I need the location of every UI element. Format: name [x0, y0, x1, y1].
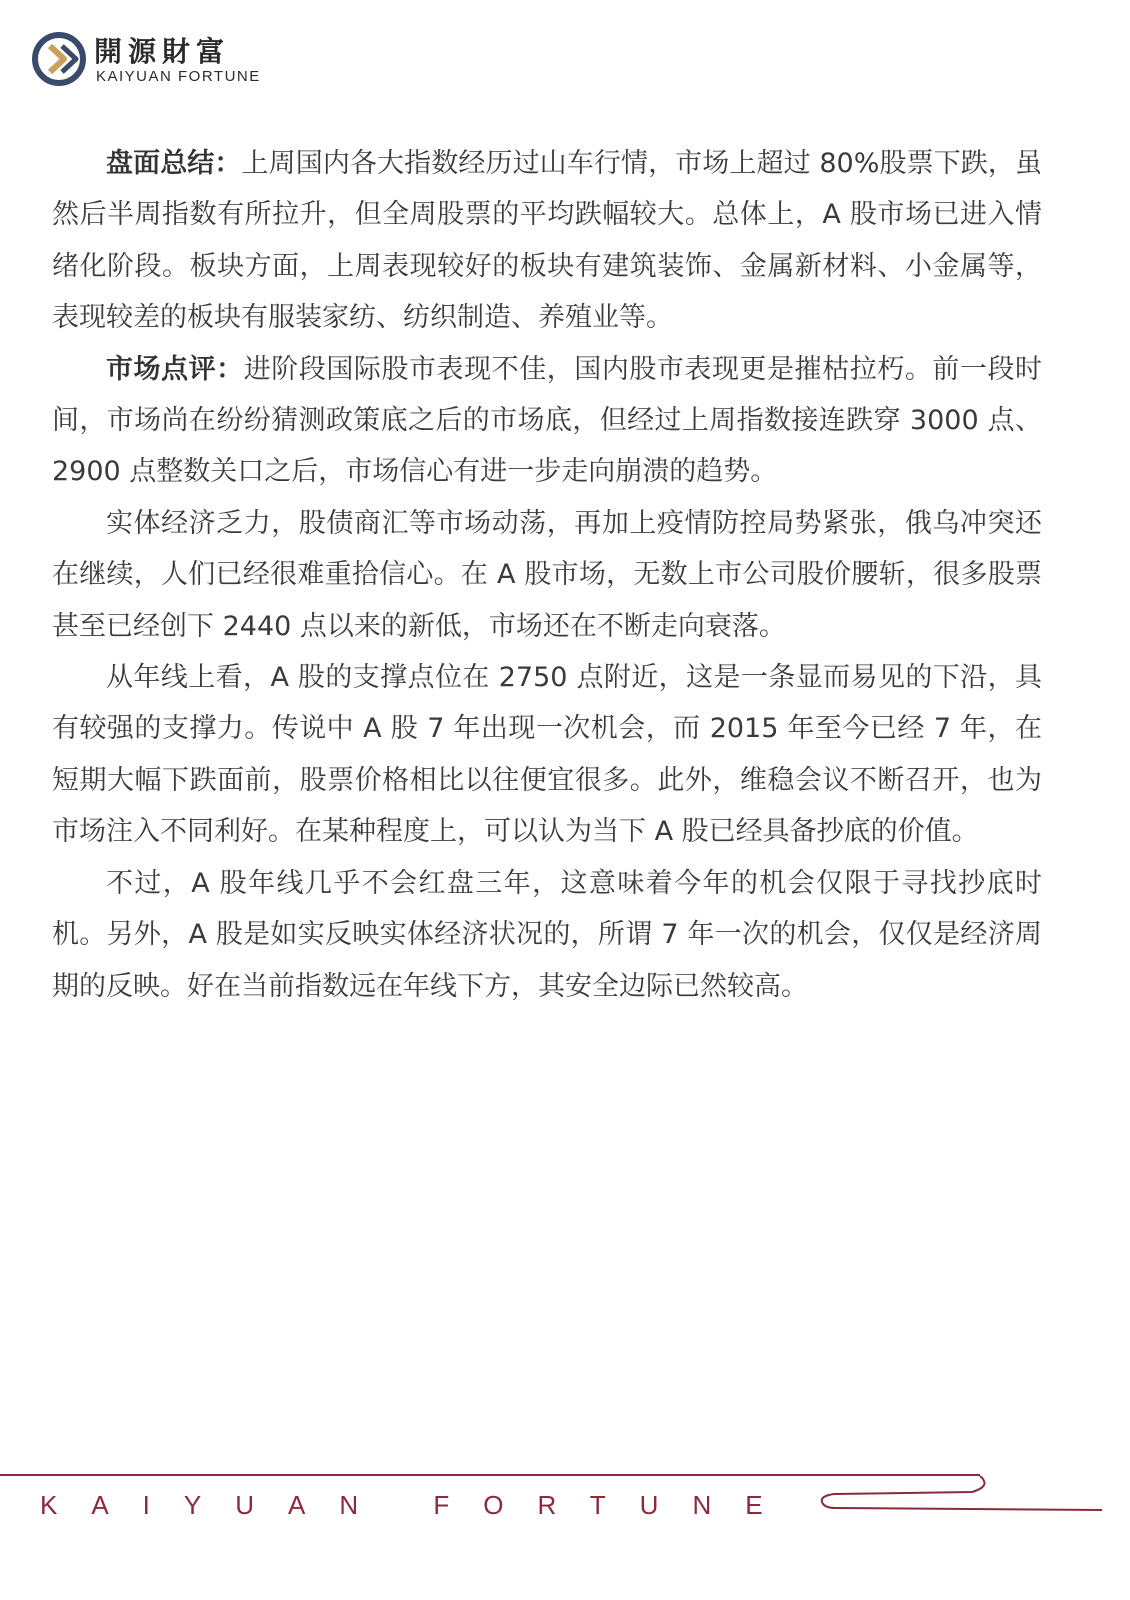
article-body [52, 138, 1042, 1012]
footer-swoosh-icon [812, 1470, 1112, 1520]
paragraph-label: 盘面总结： [106, 148, 242, 179]
paragraph-commentary [52, 344, 1042, 498]
paragraph-summary [52, 138, 1042, 344]
paragraph-text: 实体经济乏力，股债商汇等市场动荡，再加上疫情防控局势紧张，俄乌冲突还在继续，人们已经很难重拾信心。在 A 股市场，无数上市公司股价腰斩，很多股票甚至已经创下 2440 点以来的新低，市场还在不断走向衰落。 [52, 507, 1042, 642]
brand-logo [32, 30, 272, 90]
paragraph-text: 进阶段国际股市表现不佳，国内股市表现更是摧枯拉朽。前一段时间，市场尚在纷纷猜测政策底之后的市场底，但经过上周指数接连跌穿 3000 点、2900 点整数关口之后，市场信心有进一步走向崩溃的趋势。 [52, 353, 1043, 488]
paragraph-text: 上周国内各大指数经历过山车行情，市场上超过 80%股票下跌，虽然后半周指数有所拉升，但全周股票的平均跌幅较大。总体上，A 股市场已进入情绪化阶段。板块方面，上周表现较好的板块有建筑装饰、金属新材料、小金属等，表现较差的板块有服装家纺、纺织制造、养殖业等。 [52, 148, 1043, 334]
logo-english-name: KAIYUAN FORTUNE [96, 68, 261, 85]
paragraph-support-level [52, 652, 1042, 858]
logo-chinese-name: 開源財富 [94, 35, 231, 68]
kaiyuan-logo-icon [32, 32, 86, 86]
footer-brand-text: KAIYUAN FORTUNE [40, 1490, 797, 1520]
paragraph-text: 不过，A 股年线几乎不会红盘三年，这意味着今年的机会仅限于寻找抄底时机。另外，A 股是如实反映实体经济状况的，所谓 7 年一次的机会，仅仅是经济周期的反映。好在当前指数远在年线下方，其安全边际已然较高。 [52, 867, 1042, 1002]
paragraph-text: 从年线上看，A 股的支撑点位在 2750 点附近，这是一条显而易见的下沿，具有较强的支撑力。传说中 A 股 7 年出现一次机会，而 2015 年至今已经 7 年，在短期大幅下跌面前，股票价格相比以往便宜很多。此外，维稳会议不断召开，也为市场注入不同利好。在某种程度上，可以认为当下 A 股已经具备抄底的价值。 [52, 662, 1042, 848]
paragraph-outlook [52, 858, 1042, 1012]
paragraph-label: 市场点评： [106, 353, 244, 385]
paragraph-economy [52, 498, 1042, 652]
